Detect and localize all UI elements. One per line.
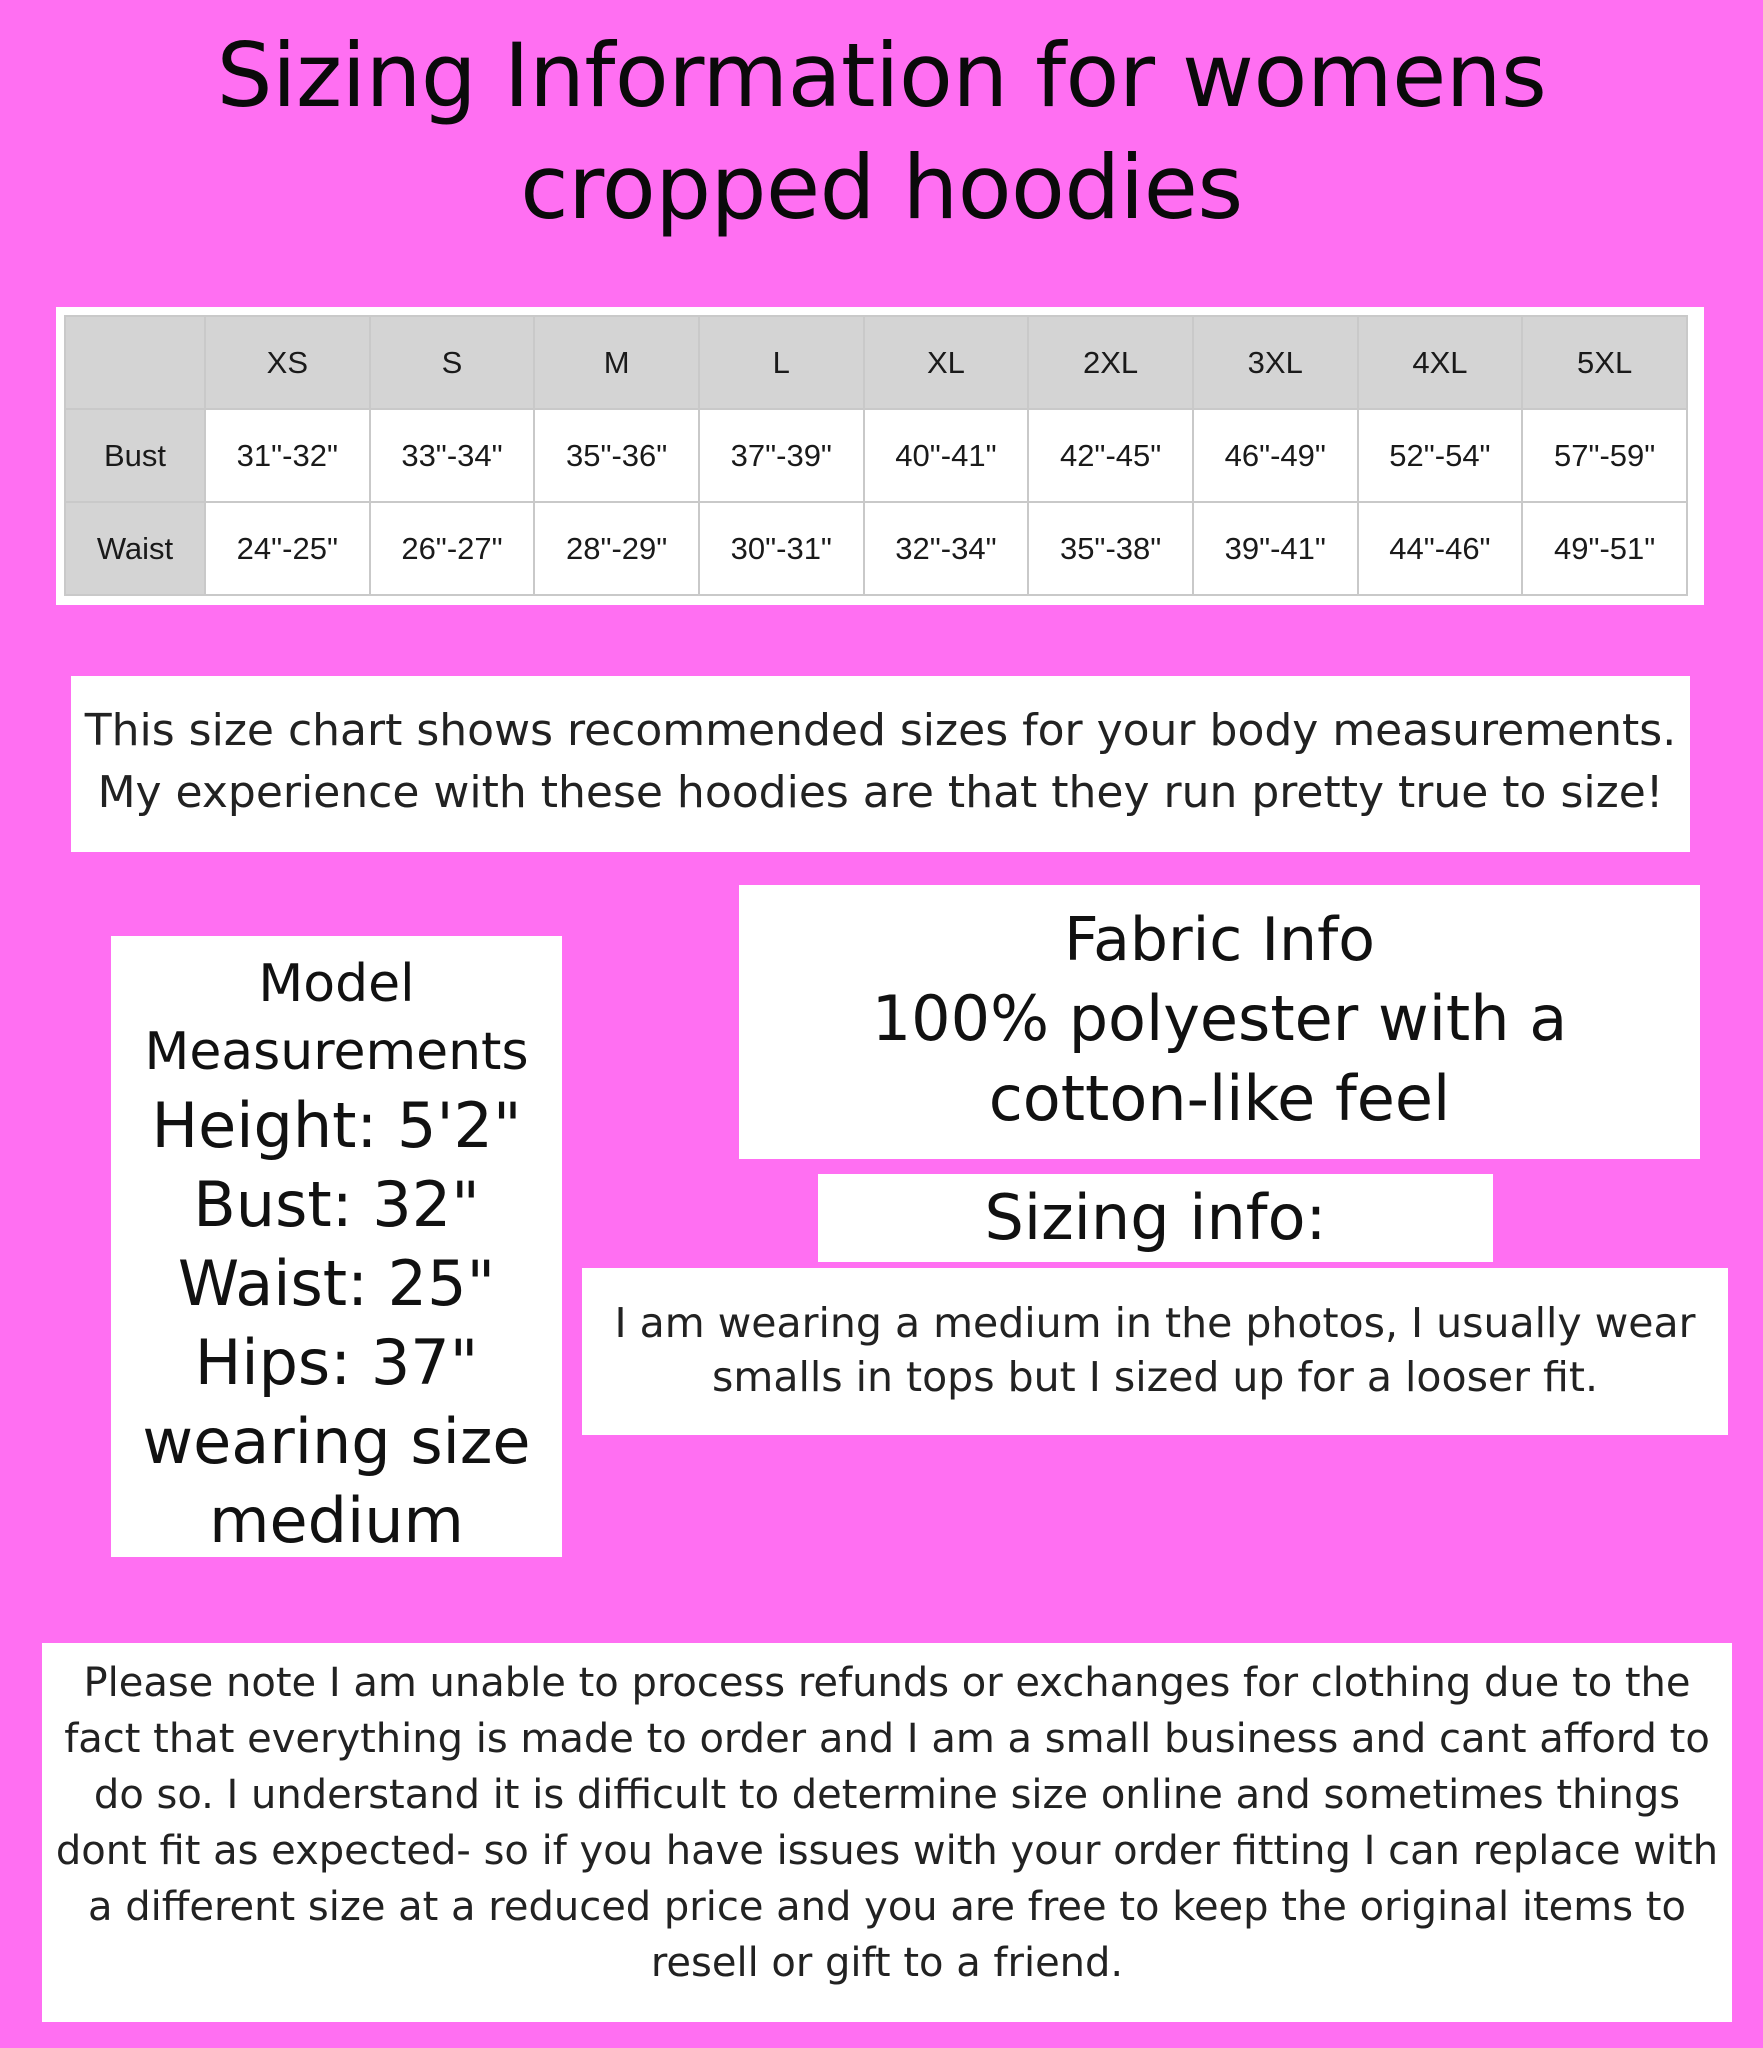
row-label-waist: Waist <box>65 502 205 595</box>
size-header-row <box>65 316 1687 409</box>
model-hips: Hips: 37" <box>194 1326 479 1399</box>
size-chart-note <box>71 676 1690 852</box>
size-header: XL <box>864 316 1029 409</box>
note-line-2: My experience with these hoodies are that they run pretty true to size! <box>97 767 1664 818</box>
bust-cell: 33"-34" <box>370 409 535 502</box>
policy-line: resell or gift to a friend. <box>650 1940 1124 1986</box>
sizing-info-heading: Sizing info: <box>818 1174 1493 1262</box>
waist-cell: 26"-27" <box>370 502 535 595</box>
policy-line: Please note I am unable to process refunds or exchanges for clothing due to the <box>83 1660 1691 1706</box>
size-header: L <box>699 316 864 409</box>
bust-cell: 35"-36" <box>534 409 699 502</box>
waist-cell: 32"-34" <box>864 502 1029 595</box>
bust-cell: 46"-49" <box>1193 409 1358 502</box>
policy-line: a different size at a reduced price and you are free to keep the original items to <box>88 1884 1686 1930</box>
row-label-bust: Bust <box>65 409 205 502</box>
fabric-info-box <box>739 885 1700 1159</box>
fabric-title: Fabric Info <box>1064 905 1375 975</box>
waist-cell: 44"-46" <box>1358 502 1523 595</box>
refund-policy-box <box>42 1643 1732 2022</box>
waist-cell: 24"-25" <box>205 502 370 595</box>
sizing-info-text <box>582 1268 1728 1435</box>
bust-cell: 57"-59" <box>1522 409 1687 502</box>
size-header: M <box>534 316 699 409</box>
bust-cell: 31"-32" <box>205 409 370 502</box>
model-wearing-size-value: medium <box>209 1484 464 1557</box>
size-header: XS <box>205 316 370 409</box>
model-title-2: Measurements <box>144 1022 529 1082</box>
waist-cell: 35"-38" <box>1028 502 1193 595</box>
fabric-line-1: 100% polyester with a <box>871 982 1568 1055</box>
model-title-1: Model <box>258 954 415 1014</box>
model-wearing-size: wearing size <box>142 1405 531 1478</box>
waist-cell: 30"-31" <box>699 502 864 595</box>
page-title <box>0 20 1763 244</box>
bust-cell: 42"-45" <box>1028 409 1193 502</box>
waist-cell: 39"-41" <box>1193 502 1358 595</box>
model-bust: Bust: 32" <box>193 1168 480 1241</box>
sizing-line-1: I am wearing a medium in the photos, I usually wear <box>614 1299 1696 1347</box>
bust-cell: 37"-39" <box>699 409 864 502</box>
size-header: 3XL <box>1193 316 1358 409</box>
bust-cell: 40"-41" <box>864 409 1029 502</box>
waist-cell: 49"-51" <box>1522 502 1687 595</box>
bust-cell: 52"-54" <box>1358 409 1523 502</box>
policy-line: dont fit as expected- so if you have issues with your order fitting I can replace with <box>55 1828 1719 1874</box>
title-line-2: cropped hoodies <box>520 136 1243 239</box>
corner-cell <box>65 316 205 409</box>
waist-cell: 28"-29" <box>534 502 699 595</box>
policy-line: fact that everything is made to order and I am a small business and cant afford to <box>64 1716 1710 1762</box>
fabric-line-2: cotton-like feel <box>988 1062 1451 1135</box>
model-waist: Waist: 25" <box>177 1247 496 1320</box>
note-line-1: This size chart shows recommended sizes for your body measurements. <box>84 705 1677 756</box>
bust-row <box>65 409 1687 502</box>
title-line-1: Sizing Information for womens <box>216 24 1547 127</box>
size-header: 2XL <box>1028 316 1193 409</box>
waist-row <box>65 502 1687 595</box>
model-height: Height: 5'2" <box>151 1089 522 1162</box>
size-table <box>64 315 1688 596</box>
size-header: 4XL <box>1358 316 1523 409</box>
sizing-line-2: smalls in tops but I sized up for a looser fit. <box>712 1353 1598 1401</box>
size-chart <box>56 307 1704 605</box>
policy-line: do so. I understand it is difficult to determine size online and sometimes things <box>93 1772 1681 1818</box>
size-header: 5XL <box>1522 316 1687 409</box>
model-measurements-box <box>111 936 562 1557</box>
size-header: S <box>370 316 535 409</box>
